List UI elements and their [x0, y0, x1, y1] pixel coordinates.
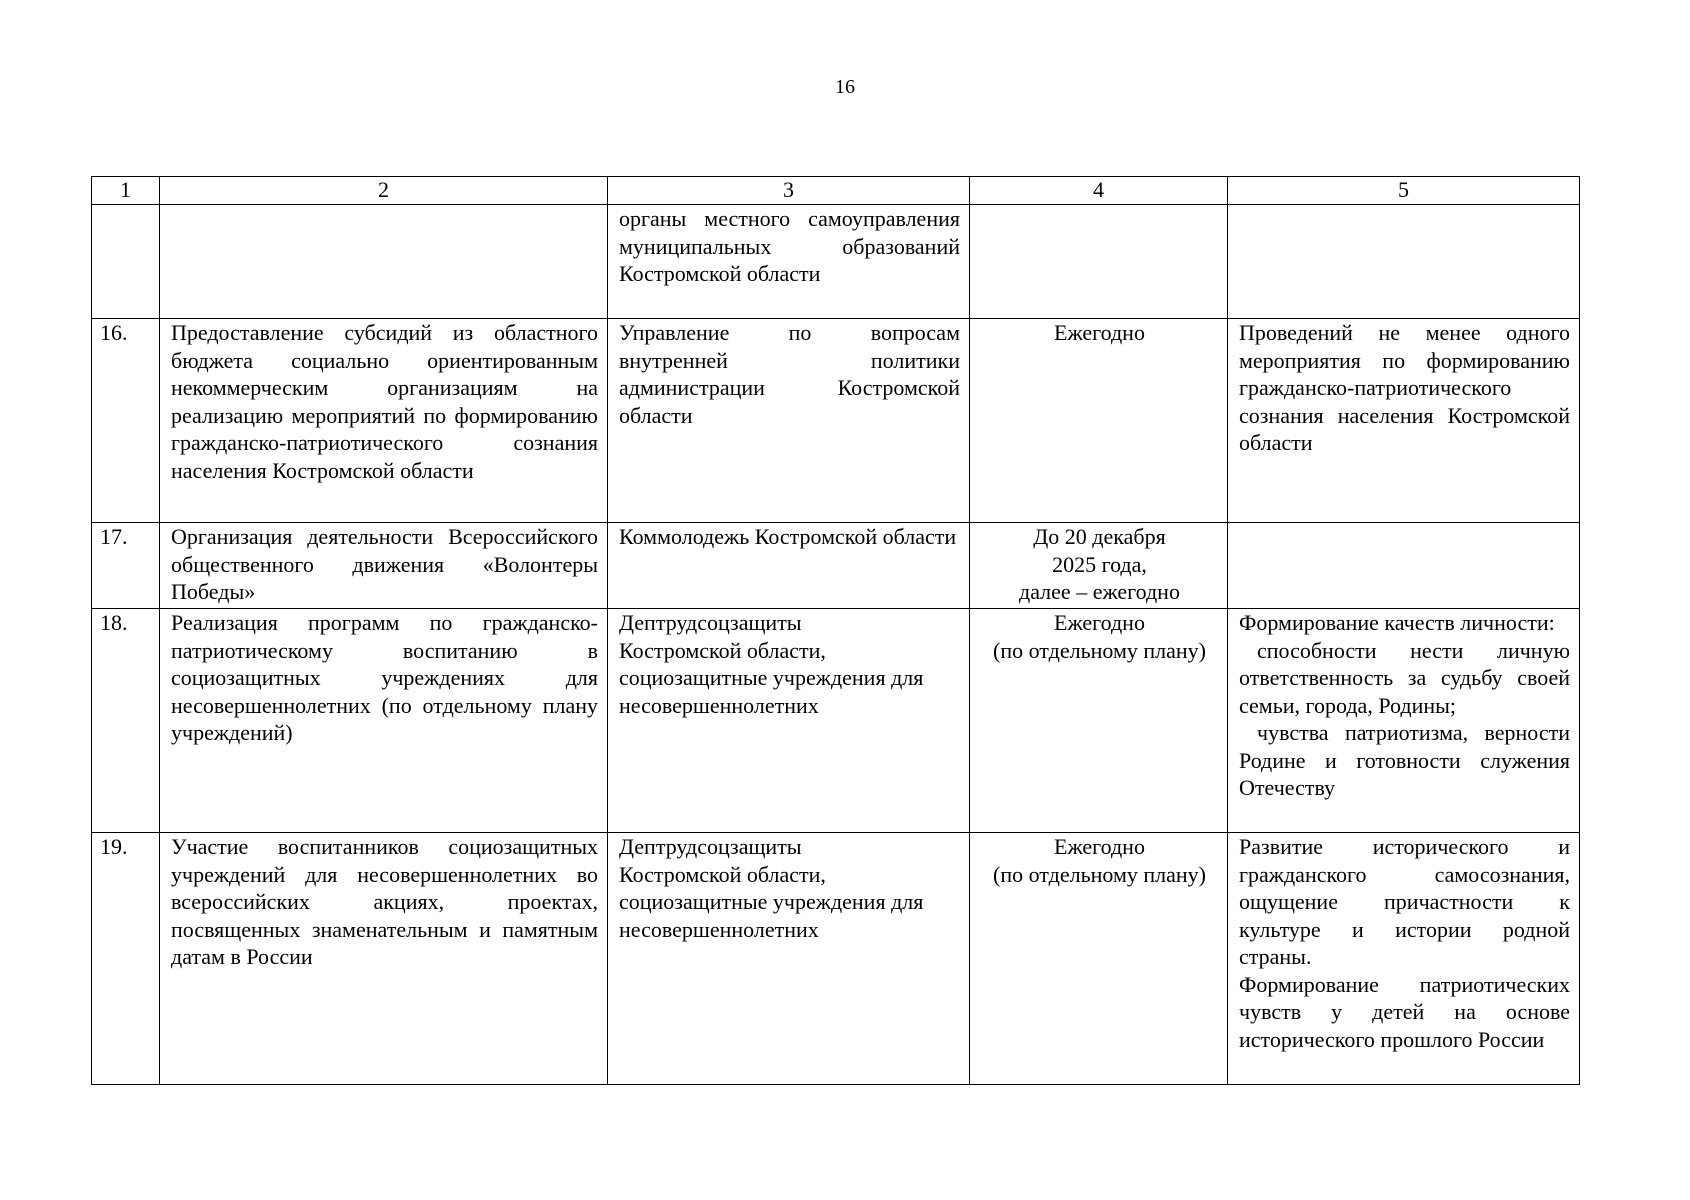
executor-line: Костромской области,: [619, 861, 826, 887]
executor-cell: Коммолодежь Костромской области: [608, 523, 970, 609]
term-cell: [970, 609, 1228, 833]
activity-cell: [160, 205, 608, 319]
row-number-cell: 16.: [92, 319, 160, 523]
result-cell: Проведений не менее одного мероприятия по формированию гражданско-патриотического сознания населения Костромской области: [1228, 319, 1580, 523]
result-paragraph: Формирование качеств личности:: [1239, 610, 1555, 635]
page-number: 16: [835, 76, 855, 98]
term-line: (по отдельному плану): [993, 637, 1206, 663]
activity-cell: Реализация программ по гражданско-патриотическому воспитанию в социозащитных учреждениях для несовершеннолетних (по отдельному плану учреждений): [160, 609, 608, 833]
result-paragraph: способности нести личную ответственность за судьбу своей семьи, города, Родины;: [1239, 637, 1570, 718]
term-line: Ежегодно: [1054, 610, 1145, 635]
result-paragraph: Развитие исторического и гражданского самосознания, ощущение причастности к культуре и истории родной страны.: [1239, 834, 1570, 969]
table-row: [92, 609, 1580, 833]
term-line: далее – ежегодно: [1019, 579, 1180, 604]
result-cell: [1228, 523, 1580, 609]
row-number-cell: 19.: [92, 833, 160, 1085]
table-header-row: [92, 177, 1580, 205]
executor-line: Дептрудсоцзащиты: [619, 610, 802, 635]
term-line: (по отдельному плану): [993, 861, 1206, 887]
column-header: 4: [970, 177, 1228, 205]
result-cell: [1228, 205, 1580, 319]
plan-table: [91, 176, 1580, 1085]
result-cell: [1228, 609, 1580, 833]
executor-cell: органы местного самоуправления муниципальных образований Костромской области: [608, 205, 970, 319]
activity-cell: Предоставление субсидий из областного бюджета социально ориентированным некоммерческим организациям на реализацию мероприятий по формированию гражданско-патриотического сознания населения Костромской области: [160, 319, 608, 523]
table-row: [92, 833, 1580, 1085]
executor-line: социозащитные учреждения для: [619, 889, 924, 914]
term-line: Ежегодно: [1054, 834, 1145, 859]
executor-line: несовершеннолетних: [619, 692, 819, 718]
row-number-cell: [92, 205, 160, 319]
column-header: 5: [1228, 177, 1580, 205]
term-cell: [970, 523, 1228, 609]
executor-line: несовершеннолетних: [619, 916, 819, 942]
executor-cell: [608, 609, 970, 833]
activity-cell: Участие воспитанников социозащитных учреждений для несовершеннолетних во всероссийских акциях, проектах, посвященных знаменательным и памятным датам в России: [160, 833, 608, 1085]
row-number-cell: 18.: [92, 609, 160, 833]
result-paragraph: Формирование патриотических чувств у детей на основе исторического прошлого России: [1239, 971, 1570, 1052]
executor-line: социозащитные учреждения для: [619, 665, 924, 690]
term-line: До 20 декабря: [1033, 524, 1166, 549]
executor-line: Костромской области,: [619, 637, 826, 663]
term-cell: [970, 833, 1228, 1085]
column-header: 1: [92, 177, 160, 205]
term-line: 2025 года,: [1052, 551, 1147, 577]
executor-cell: Управление по вопросам внутренней политики администрации Костромской области: [608, 319, 970, 523]
column-header: 2: [160, 177, 608, 205]
term-cell: [970, 205, 1228, 319]
executor-line: Дептрудсоцзащиты: [619, 834, 802, 859]
table-row: [92, 205, 1580, 319]
result-cell: [1228, 833, 1580, 1085]
row-number-cell: 17.: [92, 523, 160, 609]
executor-cell: [608, 833, 970, 1085]
activity-cell: Организация деятельности Всероссийского общественного движения «Волонтеры Победы»: [160, 523, 608, 609]
table-row: [92, 319, 1580, 523]
term-cell: Ежегодно: [970, 319, 1228, 523]
table-row: [92, 523, 1580, 609]
result-paragraph: чувства патриотизма, верности Родине и готовности служения Отечеству: [1239, 720, 1570, 800]
column-header: 3: [608, 177, 970, 205]
